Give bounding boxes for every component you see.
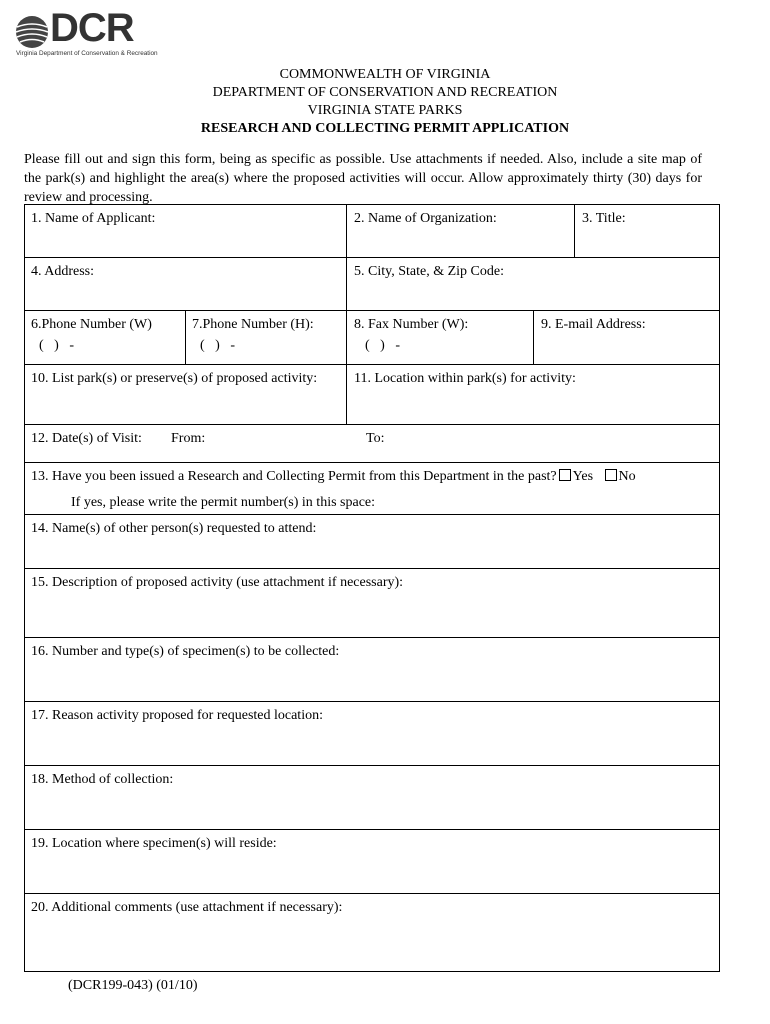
row-specimens [25, 638, 719, 702]
form-table [24, 204, 720, 972]
visit-from-label: From: [171, 431, 206, 446]
row-parks [25, 365, 719, 425]
field-other-persons[interactable] [25, 515, 719, 568]
logo-letters: DCR [50, 6, 134, 50]
row-visit-dates [25, 425, 719, 463]
field-title[interactable] [574, 205, 719, 257]
previous-permit-question-text: 13. Have you been issued a Research and Collecting Permit from this Department in the past? [31, 469, 557, 484]
field-location-within-park[interactable] [346, 365, 719, 424]
row-specimen-location [25, 830, 719, 894]
field-address[interactable] [25, 258, 346, 310]
field-fax[interactable] [346, 311, 533, 364]
field-specimen-location-label: 19. Location where specimen(s) will reside: [31, 836, 277, 851]
field-city-state-zip-label: 5. City, State, & Zip Code: [354, 264, 504, 279]
field-visit-dates[interactable] [25, 425, 719, 462]
field-collection-method-label: 18. Method of collection: [31, 772, 174, 787]
document-header [0, 66, 770, 138]
field-collection-method[interactable] [25, 766, 719, 829]
checkbox-yes[interactable] [559, 469, 571, 481]
field-city-state-zip[interactable] [346, 258, 719, 310]
row-activity-description [25, 569, 719, 638]
field-phone-home-label: 7.Phone Number (H): [192, 317, 314, 332]
checkbox-no-label: No [618, 469, 636, 484]
field-parks-list[interactable] [25, 365, 346, 424]
field-phone-work[interactable] [25, 311, 185, 364]
permit-number-label: If yes, please write the permit number(s) in this space: [71, 495, 376, 510]
field-parks-list-label: 10. List park(s) or preserve(s) of proposed activity: [31, 371, 318, 386]
row-reason [25, 702, 719, 766]
field-fax-label: 8. Fax Number (W): [354, 317, 469, 332]
field-activity-description-label: 15. Description of proposed activity (use attachment if necessary): [31, 575, 404, 590]
field-phone-work-label: 6.Phone Number (W) [31, 317, 152, 332]
dcr-globe-icon [14, 14, 50, 50]
field-title-label: 3. Title: [582, 211, 626, 226]
field-other-persons-label: 14. Name(s) of other person(s) requested to attend: [31, 521, 317, 536]
field-phone-home[interactable] [185, 311, 346, 364]
field-organization[interactable] [346, 205, 574, 257]
field-visit-dates-label: 12. Date(s) of Visit: [31, 431, 142, 446]
row-additional-comments [25, 894, 719, 971]
field-organization-label: 2. Name of Organization: [354, 211, 497, 226]
field-specimens[interactable] [25, 638, 719, 701]
field-email[interactable] [533, 311, 719, 364]
instructions: Please fill out and sign this form, being as specific as possible. Use attachments if needed. Also, include a site map of the park(s) and highlight the area(s) where the proposed activities will occur. Allow approximately thirty (30) days for review and processing. [24, 152, 702, 205]
header-line-1: COMMONWEALTH OF VIRGINIA [279, 67, 491, 82]
header-line-2: DEPARTMENT OF CONSERVATION AND RECREATION [212, 85, 558, 100]
field-email-label: 9. E-mail Address: [541, 317, 646, 332]
row-other-persons [25, 515, 719, 569]
phone-work-mask: ( ) - [39, 338, 74, 353]
previous-permit-question [31, 468, 636, 486]
field-address-label: 4. Address: [31, 264, 94, 279]
row-applicant [25, 205, 719, 258]
field-additional-comments-label: 20. Additional comments (use attachment if necessary): [31, 900, 343, 915]
field-reason[interactable] [25, 702, 719, 765]
logo-subtitle: Virginia Department of Conservation & Recreation [16, 50, 158, 57]
field-specimen-location[interactable] [25, 830, 719, 893]
field-applicant-name[interactable] [25, 205, 346, 257]
field-previous-permit [25, 463, 719, 514]
field-applicant-name-label: 1. Name of Applicant: [31, 211, 156, 226]
row-previous-permit [25, 463, 719, 515]
field-additional-comments[interactable] [25, 894, 719, 971]
dcr-logo [14, 6, 184, 62]
header-line-3: VIRGINIA STATE PARKS [307, 103, 463, 118]
checkbox-no[interactable] [605, 469, 617, 481]
form-title: RESEARCH AND COLLECTING PERMIT APPLICATION [200, 121, 570, 136]
visit-to-label: To: [366, 431, 385, 446]
row-contact [25, 311, 719, 365]
checkbox-yes-label: Yes [572, 469, 594, 484]
form-code: (DCR199-043) (01/10) [68, 978, 198, 993]
phone-home-mask: ( ) - [200, 338, 235, 353]
field-location-within-park-label: 11. Location within park(s) for activity: [354, 371, 576, 386]
field-specimens-label: 16. Number and type(s) of specimen(s) to be collected: [31, 644, 340, 659]
fax-mask: ( ) - [365, 338, 400, 353]
field-reason-label: 17. Reason activity proposed for requested location: [31, 708, 323, 723]
field-activity-description[interactable] [25, 569, 719, 637]
row-address [25, 258, 719, 311]
row-collection-method [25, 766, 719, 830]
